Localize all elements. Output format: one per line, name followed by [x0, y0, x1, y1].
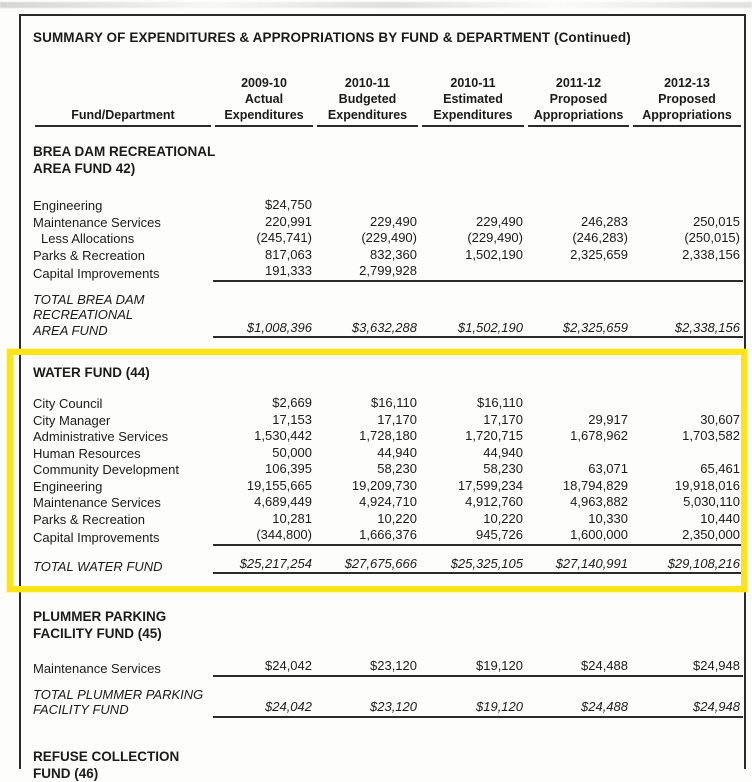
- value-cell: [315, 197, 420, 214]
- value-cell: $24,042: [213, 658, 315, 677]
- total-value-cell: $23,120: [315, 687, 420, 718]
- page-title: SUMMARY OF EXPENDITURES & APPROPRIATIONS BY FUND & DEPARTMENT (Continued): [33, 30, 631, 45]
- value-cell: 29,917: [588, 411, 628, 427]
- value-cell: 1,720,715: [465, 428, 523, 443]
- table-row: [33, 494, 743, 511]
- row-label: City Council: [33, 396, 103, 411]
- value-cell: 44,940: [483, 444, 523, 460]
- value-cell: 10,440: [700, 510, 740, 526]
- value-cell: 10,281: [272, 510, 312, 526]
- total-value-cell: $25,217,254: [213, 556, 315, 575]
- section-heading: PLUMMER PARKING FACILITY FUND (45): [33, 609, 167, 641]
- value-cell: [526, 197, 631, 214]
- spacer-row: [33, 546, 743, 556]
- row-label: Maintenance Services: [33, 661, 161, 676]
- value-cell: 19,155,665: [246, 477, 312, 493]
- value-cell: $16,110: [476, 395, 523, 410]
- scan-artifact-streak: [0, 2, 752, 8]
- value-cell: 817,063: [265, 246, 312, 262]
- value-cell: $19,120: [420, 658, 526, 677]
- table-row: [33, 445, 743, 462]
- spacer-row: [33, 282, 743, 292]
- value-cell: 832,360: [370, 246, 417, 262]
- value-cell: 4,924,710: [359, 494, 417, 509]
- value-cell: [420, 197, 526, 214]
- column-header: 2012-13 Proposed Appropriations: [631, 75, 743, 127]
- table-row: [33, 658, 743, 677]
- value-cell: [526, 395, 631, 412]
- value-cell: $2,669: [272, 395, 312, 410]
- value-cell: 2,799,928: [315, 263, 420, 282]
- value-cell: $24,948: [631, 658, 743, 677]
- column-header: 2010-11 Estimated Expenditures: [420, 75, 526, 127]
- value-cell: 191,333: [213, 263, 315, 282]
- row-label: Capital Improvements: [33, 266, 160, 281]
- value-cell: 4,912,760: [465, 494, 523, 509]
- value-cell: 63,071: [588, 461, 628, 476]
- value-cell: 250,015: [693, 213, 740, 229]
- row-label: Administrative Services: [33, 429, 169, 444]
- value-cell: $23,120: [315, 658, 420, 677]
- row-label: City Manager: [33, 412, 111, 428]
- value-cell: [526, 445, 631, 462]
- row-label: Human Resources: [33, 445, 141, 461]
- section-heading: WATER FUND (44): [33, 365, 150, 380]
- row-label: Engineering: [33, 198, 103, 213]
- value-cell: 19,918,016: [674, 477, 740, 493]
- column-header: 2011-12 Proposed Appropriations: [526, 75, 631, 127]
- table-row: [33, 247, 743, 264]
- value-cell: 945,726: [420, 527, 526, 546]
- value-cell: 17,153: [272, 411, 312, 427]
- table-body: [33, 127, 743, 782]
- header-row: [33, 75, 743, 127]
- value-cell: 1,728,180: [359, 428, 417, 443]
- value-cell: 2,325,659: [570, 246, 628, 262]
- value-cell: [631, 263, 743, 282]
- table-row: [33, 214, 743, 231]
- table-row: [33, 461, 743, 478]
- total-value-cell: $1,502,190: [420, 292, 526, 339]
- page-border-frame: [19, 14, 746, 781]
- value-cell: [631, 445, 743, 462]
- section-heading-row: [33, 338, 743, 395]
- section-heading-row: [33, 127, 743, 197]
- value-cell: $16,110: [370, 395, 417, 410]
- value-cell: 246,283: [581, 213, 628, 229]
- value-cell: 1,678,962: [570, 428, 628, 443]
- value-cell: 1,600,000: [526, 527, 631, 546]
- total-value-cell: $24,042: [213, 687, 315, 718]
- row-label: Engineering: [33, 478, 103, 494]
- column-header: 2009-10 Actual Expenditures: [213, 75, 315, 127]
- table-row: [33, 428, 743, 445]
- total-value-cell: $2,325,659: [526, 292, 631, 339]
- value-cell: 18,794,829: [562, 477, 628, 493]
- row-label: Maintenance Services: [33, 495, 161, 510]
- value-cell: 1,502,190: [465, 246, 523, 262]
- total-value-cell: $2,338,156: [631, 292, 743, 339]
- value-cell: 220,991: [265, 213, 312, 229]
- value-cell: 58,230: [483, 461, 523, 476]
- section-total-row: [33, 687, 743, 718]
- row-label: Parks & Recreation: [33, 511, 145, 527]
- column-header: 2010-11 Budgeted Expenditures: [315, 75, 420, 127]
- value-cell: 5,030,110: [683, 494, 740, 509]
- total-value-cell: $27,140,991: [526, 556, 631, 575]
- total-value-cell: $24,948: [631, 687, 743, 718]
- total-value-cell: $19,120: [420, 687, 526, 718]
- table-row: [33, 412, 743, 429]
- value-cell: 44,940: [377, 444, 417, 460]
- value-cell: [631, 197, 743, 214]
- value-cell: 229,490: [476, 213, 523, 229]
- column-header-fund-department: Fund/Department: [33, 75, 213, 127]
- section-heading-row: [33, 718, 743, 782]
- value-cell: [631, 395, 743, 412]
- total-label: TOTAL BREA DAM RECREATIONAL AREA FUND: [33, 291, 145, 338]
- table-row: [33, 197, 743, 214]
- row-label: Parks & Recreation: [33, 247, 145, 263]
- value-cell: (229,490): [361, 230, 417, 245]
- total-value-cell: $27,675,666: [315, 556, 420, 575]
- total-value-cell: $25,325,105: [420, 556, 526, 575]
- total-value-cell: $3,632,288: [315, 292, 420, 339]
- budget-table: [33, 75, 743, 782]
- row-label: Community Development: [33, 462, 179, 477]
- value-cell: 1,703,582: [682, 428, 740, 443]
- value-cell: 1,530,442: [254, 428, 312, 443]
- section-heading: REFUSE COLLECTION FUND (46): [33, 748, 180, 781]
- value-cell: [420, 263, 526, 282]
- value-cell: 106,395: [265, 461, 312, 476]
- value-cell: (344,800): [213, 527, 315, 546]
- table-row: [33, 263, 743, 282]
- table-header: [33, 75, 743, 127]
- row-label: Less Allocations: [41, 231, 135, 246]
- total-value-cell: $1,008,396: [213, 292, 315, 339]
- table-row: [33, 511, 743, 528]
- section-total-row: [33, 556, 743, 575]
- value-cell: (250,015): [684, 230, 740, 245]
- value-cell: 4,689,449: [254, 494, 312, 509]
- section-heading-row: [33, 574, 743, 658]
- value-cell: (246,283): [572, 230, 628, 245]
- value-cell: 17,599,234: [457, 477, 523, 493]
- value-cell: 1,666,376: [315, 527, 420, 546]
- total-value-cell: $29,108,216: [631, 556, 743, 575]
- total-value-cell: $24,488: [526, 687, 631, 718]
- value-cell: 19,209,730: [351, 477, 417, 493]
- value-cell: (229,490): [467, 230, 523, 245]
- table-row: [33, 527, 743, 546]
- table-row: [33, 478, 743, 495]
- total-label: TOTAL WATER FUND: [33, 558, 163, 574]
- value-cell: 65,461: [700, 461, 740, 476]
- value-cell: 10,220: [377, 510, 417, 526]
- value-cell: [526, 263, 631, 282]
- spacer-row: [33, 677, 743, 687]
- table-row: [33, 230, 743, 247]
- table-row: [33, 395, 743, 412]
- section-total-row: [33, 292, 743, 339]
- value-cell: $24,750: [265, 197, 312, 212]
- section-heading: BREA DAM RECREATIONAL AREA FUND 42): [33, 144, 216, 176]
- value-cell: 10,220: [483, 510, 523, 526]
- value-cell: (245,741): [256, 230, 312, 245]
- value-cell: 17,170: [483, 411, 523, 427]
- row-label: Capital Improvements: [33, 530, 160, 545]
- total-label: TOTAL PLUMMER PARKING FACILITY FUND: [33, 686, 204, 717]
- value-cell: 2,350,000: [631, 527, 743, 546]
- value-cell: 2,338,156: [682, 246, 740, 262]
- value-cell: 17,170: [377, 411, 417, 427]
- value-cell: 50,000: [272, 444, 312, 460]
- value-cell: 30,607: [700, 411, 740, 427]
- value-cell: 4,963,882: [570, 494, 628, 509]
- value-cell: 10,330: [588, 510, 628, 526]
- row-label: Maintenance Services: [33, 214, 161, 230]
- value-cell: $24,488: [526, 658, 631, 677]
- value-cell: 229,490: [370, 213, 417, 229]
- value-cell: 58,230: [377, 461, 417, 476]
